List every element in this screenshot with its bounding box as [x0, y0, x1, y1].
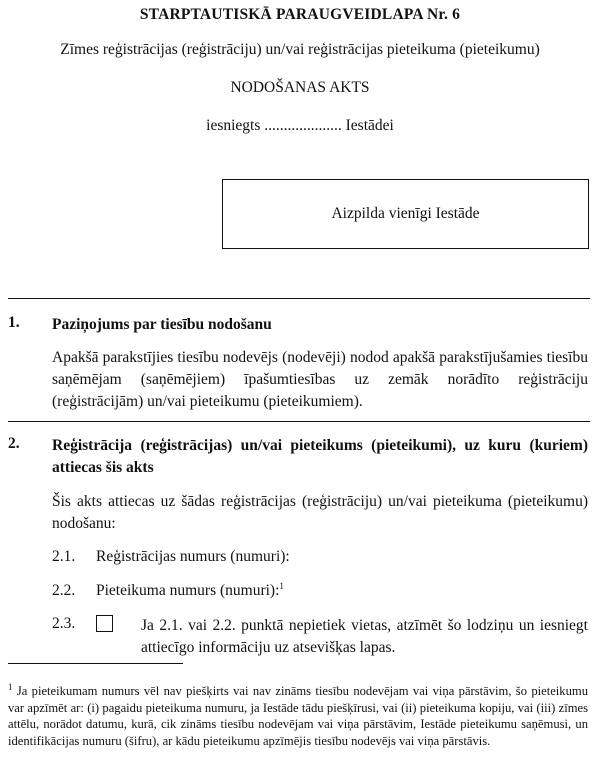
item-2-2-text: Pieteikuma numurs (numuri):: [96, 582, 280, 599]
form-subtitle: Zīmes reģistrācijas (reģistrāciju) un/vai reģistrācijas pieteikuma (pieteikumu): [60, 41, 540, 58]
section-divider: [8, 421, 590, 422]
item-2-2-label: [96, 582, 284, 600]
section-2-title: Reģistrācija (reģistrācijas) un/vai pieteikums (pieteikumi), uz kuru (kuriem) attiecas šis akts: [52, 437, 588, 476]
section-1-number: 1.: [8, 314, 20, 331]
item-2-3-text: Ja 2.1. vai 2.2. punktā nepietiek vietas, atzīmēt šo lodziņu un iesniegt attiecīgo informāciju uz atsevišķas lapas.: [141, 617, 588, 656]
section-divider: [8, 298, 590, 299]
item-2-1-number: 2.1.: [52, 548, 76, 565]
act-name: NODOŠANAS AKTS: [230, 79, 370, 96]
form-title: STARPTAUTISKĀ PARAUGVEIDLAPA Nr. 6: [139, 6, 461, 23]
footnote-text: Ja pieteikumam numurs vēl nav piešķirts vai nav zināms tiesību nodevējam vai viņa pārstāvim, šo pieteikumu var apzīmēt ar: (i) pagaidu pieteikuma numuru, ja Iestāde tādu piešķīrusi, vai (ii) pieteikuma kopiju, vai (iii) zīmes attēlu, norādot datumu, kurā, cik zināms tiesību nodevējam vai viņa pārstāvim, Iestāde pieteikumu saņēmusi, un identifikācijas numuru (šifru), ar kādu pieteikumu apzīmējis tiesību nodevējs vai viņa pārstāvis.: [8, 684, 588, 748]
section-1-title: Paziņojums par tiesību nodošanu: [52, 316, 272, 333]
office-use-box: [222, 179, 589, 249]
office-use-label: Aizpilda vienīgi Iestāde: [331, 205, 480, 222]
section-1-text: Apakšā parakstījies tiesību nodevējs (nodevēji) nodod apakšā parakstījušamies tiesību saņēmējam (saņēmējiem) īpašumtiesības uz zemāk norādīto reģistrāciju (reģistrācijām) un/vai pieteikumu (pieteikumiem).: [52, 349, 588, 410]
item-2-2-number: 2.2.: [52, 582, 76, 599]
extra-sheet-checkbox[interactable]: [96, 615, 113, 632]
footnote-divider: [8, 663, 183, 664]
submitted-to-line: iesniegts .................... Iestādei: [206, 117, 394, 134]
footnote-mark: 1: [8, 681, 13, 692]
section-2-text: Šis akts attiecas uz šādas reģistrācijas (reģistrāciju) un/vai pieteikuma (pieteikumu) nodošanu:: [52, 493, 588, 532]
item-2-1-label: Reģistrācijas numurs (numuri):: [96, 548, 290, 565]
footnote-ref: 1: [279, 580, 284, 591]
section-2-number: 2.: [8, 435, 20, 452]
item-2-3-number: 2.3.: [52, 615, 76, 632]
footnote: [8, 683, 588, 749]
